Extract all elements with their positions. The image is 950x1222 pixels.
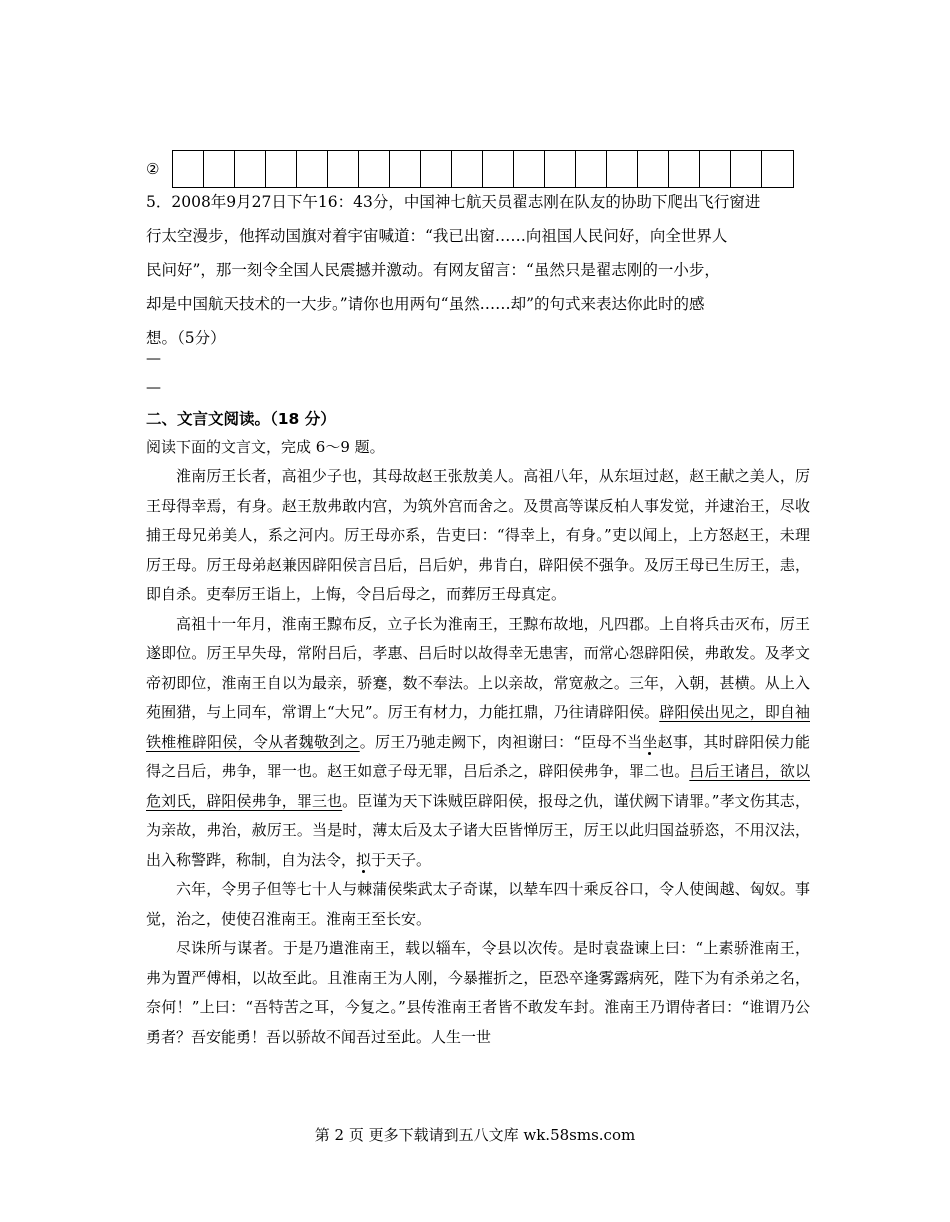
passage-text: 。臣谨为天下诛贼臣辟阳侯，报母之仇，谨伏阙下请罪。”孝文伤其志，为亲故，弗治，赦厉王。当是时，薄太后及太子诸大臣皆惮厉王，厉王以此归国益骄恣，不用汉法，出入称警跸，称制，自为法令， <box>146 791 810 869</box>
passage-text: 于天子。 <box>371 850 432 869</box>
section-title: 二、文言文阅读。（18 分） <box>146 410 336 428</box>
grid-cell[interactable] <box>576 151 607 187</box>
grid-cell[interactable] <box>173 151 204 187</box>
passage-paragraph-3: 六年，令男子但等七十人与棘蒲侯柴武太子奇谋，以辇车四十乘反谷口，令人使闽越、匈奴。事觉，治之，使使召淮南王。淮南王至长安。 <box>146 880 810 928</box>
grid-cell[interactable] <box>204 151 235 187</box>
question-5-line: 却是中国航天技术的一大步。”请你也用两句“虽然……却”的句式来表达你此时的感 <box>146 295 705 313</box>
passage-text: 。厉王乃驰走阙下，肉袒谢曰：“臣母不当 <box>359 732 643 751</box>
answer-grid <box>172 150 794 188</box>
grid-cell[interactable] <box>514 151 545 187</box>
grid-cell[interactable] <box>235 151 266 187</box>
dotted-word-ni: 拟 <box>356 850 372 869</box>
grid-cell[interactable] <box>762 151 793 187</box>
passage-paragraph-1: 淮南厉王长者，高祖少子也，其母故赵王张敖美人。高祖八年，从东垣过赵，赵王献之美人，厉王母得幸焉，有身。赵王敖弗敢内宫，为筑外宫而舍之。及贯高等谋反柏人事发觉，并逮治王，尽收捕王母兄弟美人，系之河内。厉王母亦系，告吏曰：“得幸上，有身。”吏以闻上，上方怒赵王，未理厉王母。厉王母弟赵兼因辟阳侯言吕后，吕后妒，弗肯白，辟阳侯不强争。及厉王母已生厉王，恚，即自杀。吏奉厉王诣上，上悔，令吕后母之，而葬厉王母真定。 <box>146 467 810 603</box>
grid-cell[interactable] <box>483 151 514 187</box>
grid-cell[interactable] <box>545 151 576 187</box>
question-5-line: 行太空漫步，他挥动国旗对着宇宙喊道：“我已出窗……向祖国人民问好，向全世界人 <box>146 227 728 245</box>
question-5 <box>146 185 816 355</box>
grid-cell[interactable] <box>390 151 421 187</box>
passage-paragraph-4: 尽诛所与谋者。于是乃遣淮南王，载以辎车，令县以次传。是时袁盎谏上曰：“上素骄淮南王，弗为置严傅相，以故至此。且淮南王为人刚，今暴摧折之，臣恐卒逢雾露病死，陛下为有杀弟之名，奈何！”上曰：“吾特苦之耳，今复之。”县传淮南王者皆不敢发车封。淮南王乃谓侍者曰：“谁谓乃公勇者？吾安能勇！吾以骄故不闻吾过至此。人生一世 <box>146 939 810 1046</box>
item-number: ② <box>146 159 160 178</box>
dotted-word-zuo: 坐 <box>642 732 658 751</box>
question-5-line: 想。（5分） <box>146 329 226 347</box>
underlined-sentence-1: 辟阳侯出见之，即自袖铁椎椎辟阳侯，令从者魏敬刭之 <box>146 703 810 751</box>
answer-grid-row <box>146 150 794 187</box>
page-footer: 第 2 页 更多下载请到五八文库 wk.58sms.com <box>314 1126 636 1144</box>
answer-blank-2[interactable]: — <box>146 378 161 396</box>
answer-blank-1[interactable]: — <box>146 349 161 367</box>
grid-cell[interactable] <box>421 151 452 187</box>
section-instruction: 阅读下面的文言文，完成 6～9 题。 <box>146 438 385 456</box>
underlined-sentence-2: 吕后王诸吕，欲以危刘氏，辟阳侯弗争，罪三也 <box>146 762 810 810</box>
grid-cell[interactable] <box>266 151 297 187</box>
passage-text: 高祖十一年月，淮南王黥布反，立子长为淮南王，王黥布故地，凡四郡。上自将兵击灭布，厉王遂即位。厉王早失母，常附吕后，孝惠、吕后时以故得幸无患害，而常心怨辟阳侯，弗敢发。及孝文帝初即位，淮南王自以为最亲，骄蹇，数不奉法。上以亲故，常宽赦之。三年，入朝，甚横。从上入苑囿猎，与上同车，常谓上“大兄”。厉王有材力，力能扛鼎，乃往请辟阳侯。 <box>146 614 810 721</box>
passage-text: 赵事，其时辟阳侯力能得之吕后，弗争，罪一也。赵王如意子母无罪，吕后杀之，辟阳侯弗争，罪二也。 <box>146 732 810 780</box>
classical-passage <box>146 462 810 1052</box>
grid-cell[interactable] <box>638 151 669 187</box>
grid-cell[interactable] <box>700 151 731 187</box>
grid-cell[interactable] <box>359 151 390 187</box>
grid-cell[interactable] <box>669 151 700 187</box>
question-5-line: 5．2008年9月27日下午16：43分，中国神七航天员翟志刚在队友的协助下爬出飞行窗进 <box>146 193 761 211</box>
grid-cell[interactable] <box>328 151 359 187</box>
grid-cell[interactable] <box>452 151 483 187</box>
question-5-line: 民问好”，那一刻令全国人民震撼并激动。有网友留言：“虽然只是翟志刚的一小步， <box>146 261 720 279</box>
passage-paragraph-2 <box>146 610 810 876</box>
grid-cell[interactable] <box>607 151 638 187</box>
grid-cell[interactable] <box>297 151 328 187</box>
grid-cell[interactable] <box>731 151 762 187</box>
